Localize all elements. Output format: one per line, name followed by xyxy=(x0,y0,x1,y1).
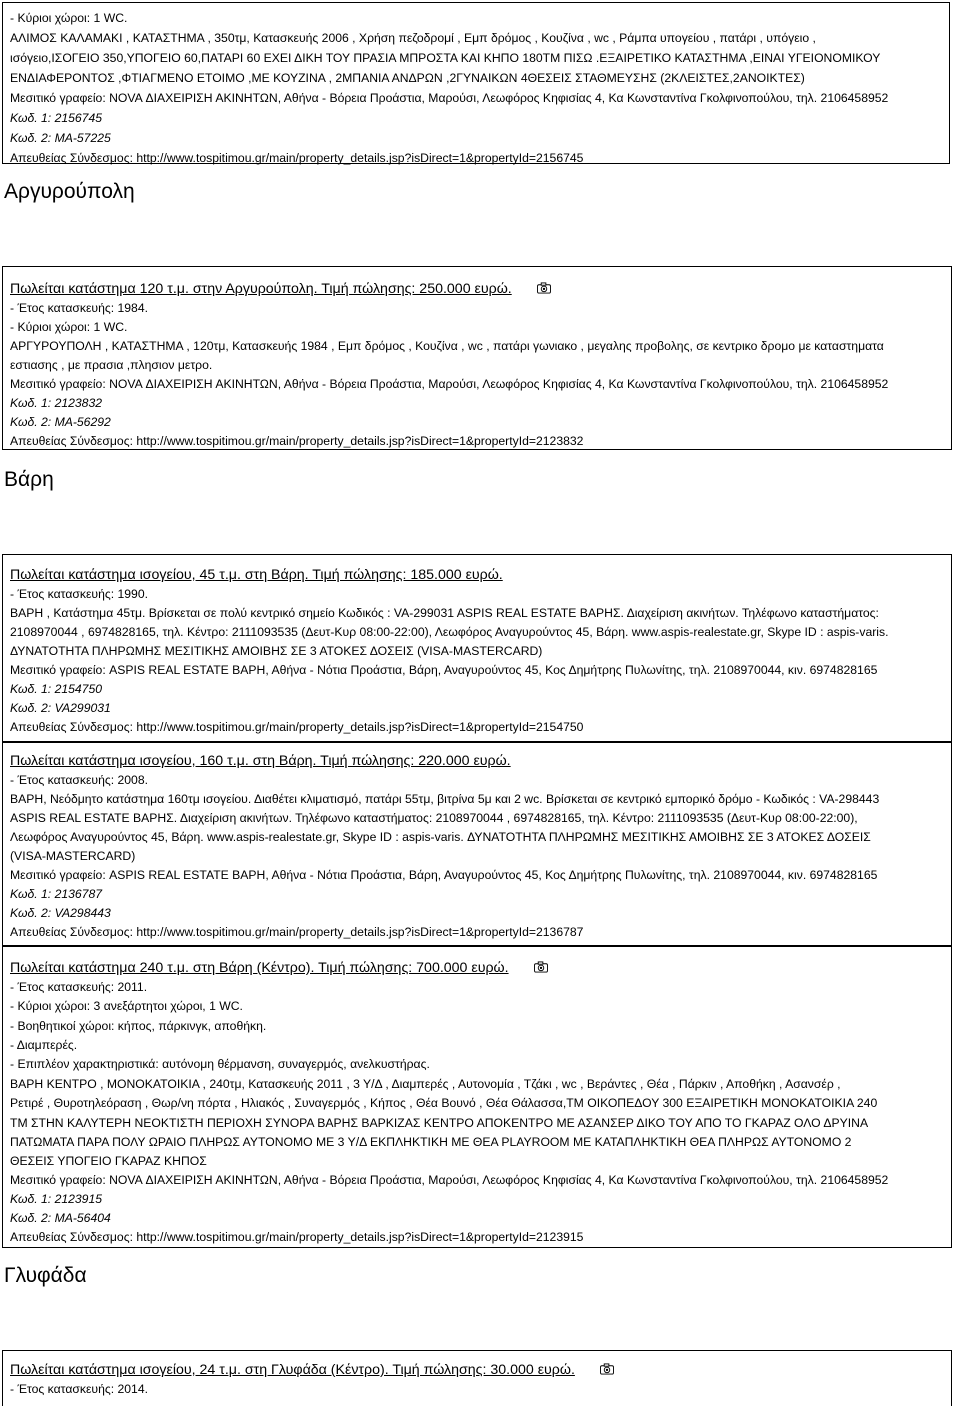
listing-line: ASPIS REAL ESTATE ΒΑΡΗΣ. Διαχείριση ακινήτων. Τηλέφωνο καταστήματος: 2108970044 , 6974828165, τηλ. Κέντρο: 2111093535 (Δευτ-Κυρ 08:00-22:00), xyxy=(10,811,858,825)
listing-box-vari-45 xyxy=(2,554,952,742)
listing-line: (VISA-MASTERCARD) xyxy=(10,849,136,863)
listing-line: - Διαμπερές. xyxy=(10,1038,78,1052)
direct-link[interactable]: Απευθείας Σύνδεσμος: http://www.tospitimou.gr/main/property_details.jsp?isDirect=1&propertyId=2156745 xyxy=(10,151,584,165)
agency-line: Μεσιτικό γραφείο: NOVA ΔΙΑΧΕΙΡΙΣΗ ΑΚΙΝΗΤΩΝ, Αθήνα - Βόρεια Προάστια, Μαρούσι, Λεωφόρος Κηφισίας 4, Κα Κωνσταντίνα Γκολφινοπούλου, τηλ. 2106458952 xyxy=(10,91,889,105)
area-heading-argyroupoli: Αργυρούπολη xyxy=(4,180,135,203)
listing-line: - Κύριοι χώροι: 1 WC. xyxy=(10,320,128,334)
camera-icon[interactable] xyxy=(536,282,552,294)
code-2: Κωδ. 2: VA299031 xyxy=(10,701,111,715)
listing-line: - Έτος κατασκευής: 1984. xyxy=(10,301,148,315)
listing-line: - Κύριοι χώροι: 1 WC. xyxy=(10,11,128,25)
listing-line: - Έτος κατασκευής: 2011. xyxy=(10,980,148,994)
direct-link[interactable]: Απευθείας Σύνδεσμος: http://www.tospitimou.gr/main/property_details.jsp?isDirect=1&propertyId=2123832 xyxy=(10,434,584,448)
code-2: Κωδ. 2: MA-56292 xyxy=(10,415,111,429)
code-1: Κωδ. 1: 2136787 xyxy=(10,887,103,901)
agency-line: Μεσιτικό γραφείο: NOVA ΔΙΑΧΕΙΡΙΣΗ ΑΚΙΝΗΤΩΝ, Αθήνα - Βόρεια Προάστια, Μαρούσι, Λεωφόρος Κηφισίας 4, Κα Κωνσταντίνα Γκολφινοπούλου, τηλ. 2106458952 xyxy=(10,377,889,391)
listing-line: - Βοηθητικοί χώροι: κήπος, πάρκινγκ, αποθήκη. xyxy=(10,1019,267,1033)
listing-line: ΑΛΙΜΟΣ ΚΑΛΑΜΑΚΙ , ΚΑΤΑΣΤΗΜΑ , 350τμ, Κατασκευής 2006 , Χρήση πεζοδρομί , Εμπ δρόμος , Κουζίνα , wc , Ράμπα υπογείου , πατάρι , υπόγειο , xyxy=(10,31,816,45)
direct-link[interactable]: Απευθείας Σύνδεσμος: http://www.tospitimou.gr/main/property_details.jsp?isDirect=1&propertyId=2123915 xyxy=(10,1230,584,1244)
listing-title[interactable]: Πωλείται κατάστημα ισογείου, 160 τ.μ. στη Βάρη. Τιμή πώλησης: 220.000 ευρώ. xyxy=(10,753,511,769)
listing-line: ΠΑΤΩΜΑΤΑ ΠΑΡΑ ΠΟΛΥ ΩΡΑΙΟ ΠΛΗΡΩΣ ΑΥΤΟΝΟΜΟ ΜΕ 3 Υ/Δ ΕΚΠΛΗΚΤΙΚΗ ΜΕ ΘΕΑ PLAYROOM ΜΕ ΚΑΤΑΠΛΗΚΤΙΚΗ ΘΕΑ ΠΛΗΡΩΣ ΑΥΤΟΝΟΜΟ 2 xyxy=(10,1135,852,1149)
listing-box-vari-160 xyxy=(2,742,952,946)
listing-line: - Επιπλέον χαρακτηριστικά: αυτόνομη θέρμανση, συναγερμός, ανελκυστήρας. xyxy=(10,1057,430,1071)
listing-title-text: Πωλείται κατάστημα ισογείου, 24 τ.μ. στη Γλυφάδα (Κέντρο). Τιμή πώλησης: 30.000 ευρώ. xyxy=(10,1362,575,1378)
code-2: Κωδ. 2: VA298443 xyxy=(10,906,111,920)
listing-line: ΒΑΡΗ, Νεόδμητο κατάστημα 160τμ ισογείου. Διαθέτει κλιματισμό, πατάρι 55τμ, βιτρίνα 5μ και 2 wc. Βρίσκεται σε κεντρικό εμπορικό δρόμο - Κωδικός : VA-298443 xyxy=(10,792,880,806)
code-2: Κωδ. 2: MA-57225 xyxy=(10,131,111,145)
area-heading-glyfada: Γλυφάδα xyxy=(4,1264,87,1287)
listing-line: ΒΑΡΗ ΚΕΝΤΡΟ , ΜΟΝΟΚΑΤΟΙΚΙΑ , 240τμ, Κατασκευής 2011 , 3 Υ/Δ , Διαμπερές , Αυτονομία , Τζάκι , wc , Βεράντες , Θέα , Πάρκιν , Αποθήκη , Ασανσέρ , xyxy=(10,1077,841,1091)
listing-line: ισόγειο,ΙΣΟΓΕΙΟ 350,ΥΠΟΓΕΙΟ 60,ΠΑΤΑΡΙ 60 ΕΧΕΙ ΔΙΚΗ ΤΟΥ ΠΡΑΣΙΑ ΜΠΡΟΣΤΑ ΚΑΙ ΚΗΠΟ 180ΤΜ ΠΙΣΩ .ΕΞΑΙΡΕΤΙΚΟ ΚΑΤΑΣΤΗΜΑ ,ΕΙΝΑΙ ΥΓΕΙΟΝΟΜΙΚΟΥ xyxy=(10,51,881,65)
listing-line: Λεωφόρος Αναγυρούντος 45, Βάρη. www.aspis-realestate.gr, Skype ID : aspis-varis. ΔΥΝΑΤΟΤΗΤΑ ΠΛΗΡΩΜΗΣ ΜΕΣΙΤΙΚΗΣ ΑΜΟΙΒΗΣ ΣΕ 3 ΑΤΟΚΕΣ ΔΟΣΕΙΣ xyxy=(10,830,871,844)
listing-title[interactable]: Πωλείται κατάστημα ισογείου, 45 τ.μ. στη Βάρη. Τιμή πώλησης: 185.000 ευρώ. xyxy=(10,567,503,583)
listing-line: 2108970044 , 6974828165, τηλ. Κέντρο: 2111093535 (Δευτ-Κυρ 08:00-22:00), Λεωφόρος Αναγυρούντος 45, Βάρη. www.aspis-realestate.gr, Skype ID : aspis-varis. xyxy=(10,625,889,639)
listing-title[interactable] xyxy=(10,1361,947,1380)
listing-line: ΘΕΣΕΙΣ ΥΠΟΓΕΙΟ ΓΚΑΡΑΖ ΚΗΠΟΣ xyxy=(10,1154,207,1168)
agency-line: Μεσιτικό γραφείο: ASPIS REAL ESTATE ΒΑΡΗ, Αθήνα - Νότια Προάστια, Βάρη, Αναγυρούντος 45, Κος Δημήτρης Πυλωνίτης, τηλ. 2108970044, κιν. 6974828165 xyxy=(10,663,878,677)
code-2: Κωδ. 2: MA-56404 xyxy=(10,1211,111,1225)
listing-line: - Έτος κατασκευής: 2014. xyxy=(10,1382,148,1396)
agency-line: Μεσιτικό γραφείο: ASPIS REAL ESTATE ΒΑΡΗ, Αθήνα - Νότια Προάστια, Βάρη, Αναγυρούντος 45, Κος Δημήτρης Πυλωνίτης, τηλ. 2108970044, κιν. 6974828165 xyxy=(10,868,878,882)
listing-line: ΤΜ ΣΤΗΝ ΚΑΛΥΤΕΡΗ ΝΕΟΚΤΙΣΤΗ ΠΕΡΙΟΧΗ ΣΥΝΟΡΑ ΒΑΡΗΣ ΒΑΡΚΙΖΑΣ ΚΕΝΤΡΟ ΑΠΟΚΕΝΤΡΟ ΜΕ ΑΣΑΝΣΕΡ ΔΙΚΟ ΤΟΥ ΑΠΟ ΤΟ ΓΚΑΡΑΖ ΟΛΟ ΔΡΥΙΝΑ xyxy=(10,1116,869,1130)
code-1: Κωδ. 1: 2156745 xyxy=(10,111,103,125)
camera-icon[interactable] xyxy=(533,961,549,973)
listing-title[interactable] xyxy=(10,959,947,978)
listing-line: - Έτος κατασκευής: 2008. xyxy=(10,773,148,787)
direct-link[interactable]: Απευθείας Σύνδεσμος: http://www.tospitimou.gr/main/property_details.jsp?isDirect=1&propertyId=2136787 xyxy=(10,925,584,939)
code-1: Κωδ. 1: 2123832 xyxy=(10,396,103,410)
listing-line: ΒΑΡΗ , Κατάστημα 45τμ. Βρίσκεται σε πολύ κεντρικό σημείο Κωδικός : VA-299031 ASPIS REAL ESTATE ΒΑΡΗΣ. Διαχείριση ακινήτων. Τηλέφωνο καταστήματος: xyxy=(10,606,879,620)
direct-link[interactable]: Απευθείας Σύνδεσμος: http://www.tospitimou.gr/main/property_details.jsp?isDirect=1&propertyId=2154750 xyxy=(10,720,584,734)
listing-line: - Έτος κατασκευής: 1990. xyxy=(10,587,148,601)
listing-line: ΕΝΔΙΑΦΕΡΟΝΤΟΣ ,ΦΤΙΑΓΜΕΝΟ ΕΤΟΙΜΟ ,ΜΕ ΚΟΥΖΙΝΑ , 2ΜΠΑΝΙΑ ΑΝΔΡΩΝ ,2ΓΥΝΑΙΚΩΝ 4ΘΕΣΕΙΣ ΣΤΑΘΜΕΥΣΗΣ (2ΚΛΕΙΣΤΕΣ,2ΑΝΟΙΚΤΕΣ) xyxy=(10,71,805,85)
listing-box-vari-240 xyxy=(2,946,952,1248)
area-heading-vari: Βάρη xyxy=(4,468,54,491)
listing-title[interactable] xyxy=(10,280,947,299)
listing-line: Ρετιρέ , Θυροτηλεόραση , Θωρ/νη πόρτα , Ηλιακός , Συναγερμός , Κήπος , Θέα Βουνό , Θέα Θάλασσα,ΤΜ ΟΙΚΟΠΕΔΟΥ 300 ΕΞΑΙΡΕΤΙΚΗ ΜΟΝΟΚΑΤΟΙΚΙΑ 240 xyxy=(10,1096,878,1110)
listing-box-glyfada-24 xyxy=(2,1350,952,1406)
code-1: Κωδ. 1: 2154750 xyxy=(10,682,103,696)
listing-line: - Κύριοι χώροι: 3 ανεξάρτητοι χώροι, 1 WC. xyxy=(10,999,243,1013)
listing-box-argyroupoli xyxy=(2,266,952,450)
listing-line: ΔΥΝΑΤΟΤΗΤΑ ΠΛΗΡΩΜΗΣ ΜΕΣΙΤΙΚΗΣ ΑΜΟΙΒΗΣ ΣΕ 3 ΑΤΟΚΕΣ ΔΟΣΕΙΣ (VISA-MASTERCARD) xyxy=(10,644,543,658)
listing-line: εστιασης , με πρασια ,πλησιον μετρο. xyxy=(10,358,213,372)
agency-line: Μεσιτικό γραφείο: NOVA ΔΙΑΧΕΙΡΙΣΗ ΑΚΙΝΗΤΩΝ, Αθήνα - Βόρεια Προάστια, Μαρούσι, Λεωφόρος Κηφισίας 4, Κα Κωνσταντίνα Γκολφινοπούλου, τηλ. 2106458952 xyxy=(10,1173,889,1187)
listing-line: ΑΡΓΥΡΟΥΠΟΛΗ , ΚΑΤΑΣΤΗΜΑ , 120τμ, Κατασκευής 1984 , Εμπ δρόμος , Κουζίνα , wc , πατάρι γωνιακο , μεγαλης προβολης, σε κεντρικο δρομο με καταστηματα xyxy=(10,339,884,353)
listing-title-text: Πωλείται κατάστημα 240 τ.μ. στη Βάρη (Κέντρο). Τιμή πώλησης: 700.000 ευρώ. xyxy=(10,960,509,976)
listing-title-text: Πωλείται κατάστημα 120 τ.μ. στην Αργυρούπολη. Τιμή πώλησης: 250.000 ευρώ. xyxy=(10,281,512,297)
listing-box-alimos xyxy=(2,2,950,164)
code-1: Κωδ. 1: 2123915 xyxy=(10,1192,103,1206)
camera-icon[interactable] xyxy=(599,1363,615,1375)
